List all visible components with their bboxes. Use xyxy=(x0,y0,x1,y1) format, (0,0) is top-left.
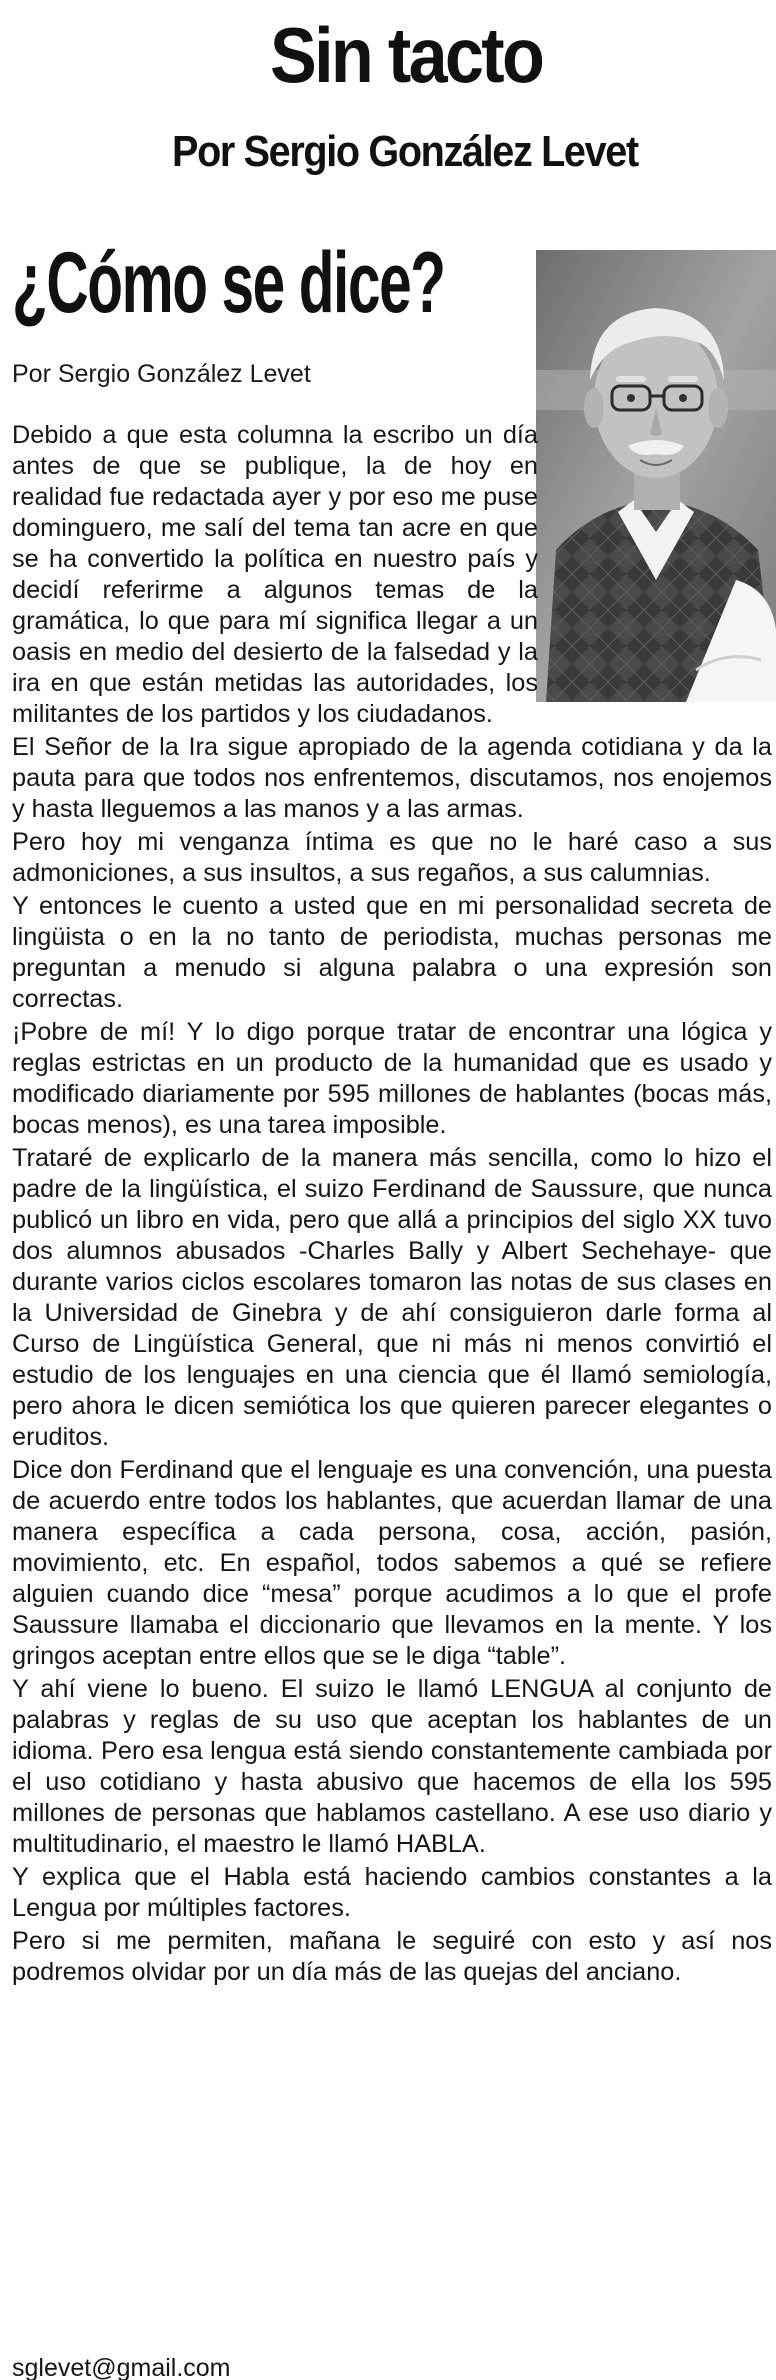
paragraph-6: Trataré de explicarlo de la manera más sencilla, como lo hizo el padre de la lingüística, el suizo Ferdinand de Saussure, que nunca publicó un libro en vida, pero que allá a principios del siglo XX tuvo dos alumnos abusados -Charles Bally y Albert Sechehaye- que durante varios ciclos escolares tomaron las notas de sus clases en la Universidad de Ginebra y de ahí consiguieron darle forma al Curso de Lingüística General, que ni más ni menos convirtió el estudio de los lenguajes en una ciencia que él llamó semiología, pero ahora le dicen semiótica los que quieren parecer elegantes o eruditos. xyxy=(12,1144,772,1451)
paragraph-5: ¡Pobre de mí! Y lo digo porque tratar de encontrar una lógica y reglas estrictas en un producto de la humanidad que es usado y modificado diariamente por 595 millones de hablantes (bocas más, bocas menos), es una tarea imposible. xyxy=(12,1018,772,1139)
photo-spacer xyxy=(538,420,772,712)
author-email[interactable]: sglevet@gmail.com xyxy=(12,2354,231,2380)
article-headline: ¿Cómo se dice? xyxy=(12,235,445,331)
article-author: Por Sergio González Levet xyxy=(12,360,311,388)
paragraph-8: Y ahí viene lo bueno. El suizo le llamó LENGUA al conjunto de palabras y reglas de su uso que aceptan los hablantes de un idioma. Pero esa lengua está siendo constantemente cambiada por el uso cotidiano y hasta abusivo que hacemos de ella los 595 millones de personas que hablamos castellano. A ese uso diario y multitudinario, el maestro le llamó HABLA. xyxy=(12,1675,772,1858)
paragraph-2: El Señor de la Ira sigue apropiado de la agenda cotidiana y da la pauta para que todos nos enfrentemos, discutamos, nos enojemos y hasta lleguemos a las manos y a las armas. xyxy=(12,733,772,823)
paragraph-9: Y explica que el Habla está haciendo cambios constantes a la Lengua por múltiples factores. xyxy=(12,1863,772,1922)
paragraph-3: Pero hoy mi venganza íntima es que no le haré caso a sus admoniciones, a sus insultos, a sus regaños, a sus calumnias. xyxy=(12,828,772,887)
paragraph-7: Dice don Ferdinand que el lenguaje es una convención, una puesta de acuerdo entre todos los hablantes, que acuerdan llamar de una manera específica a cada persona, cosa, acción, pasión, movimiento, etc. En español, todos sabemos a qué se refiere alguien cuando dice “mesa” porque acudimos a lo que el profe Saussure llamaba el diccionario que llevamos en la mente. Y los gringos aceptan entre ellos que se le diga “table”. xyxy=(12,1456,772,1670)
column-title: Sin tacto xyxy=(270,11,543,99)
article-body xyxy=(12,420,772,1988)
column-byline: Por Sergio González Levet xyxy=(172,127,638,176)
paragraph-10: Pero si me permiten, mañana le seguiré con esto y así nos podremos olvidar por un día más de las quejas del anciano. xyxy=(12,1927,772,1986)
paragraph-4: Y entonces le cuento a usted que en mi personalidad secreta de lingüista o en la no tanto de periodista, muchas personas me preguntan a menudo si alguna palabra o una expresión son correctas. xyxy=(12,892,772,1013)
paragraph-1: Debido a que esta columna la escribo un día antes de que se publique, la de hoy en realidad fue redactada ayer y por eso me puse dominguero, me salí del tema tan acre en que se ha convertido la política en nuestro país y decidí referirme a algunos temas de la gramática, lo que para mí significa llegar a un oasis en medio del desierto de la falsedad y la ira en que están metidas las autoridades, los militantes de los partidos y los ciudadanos. xyxy=(12,421,538,728)
